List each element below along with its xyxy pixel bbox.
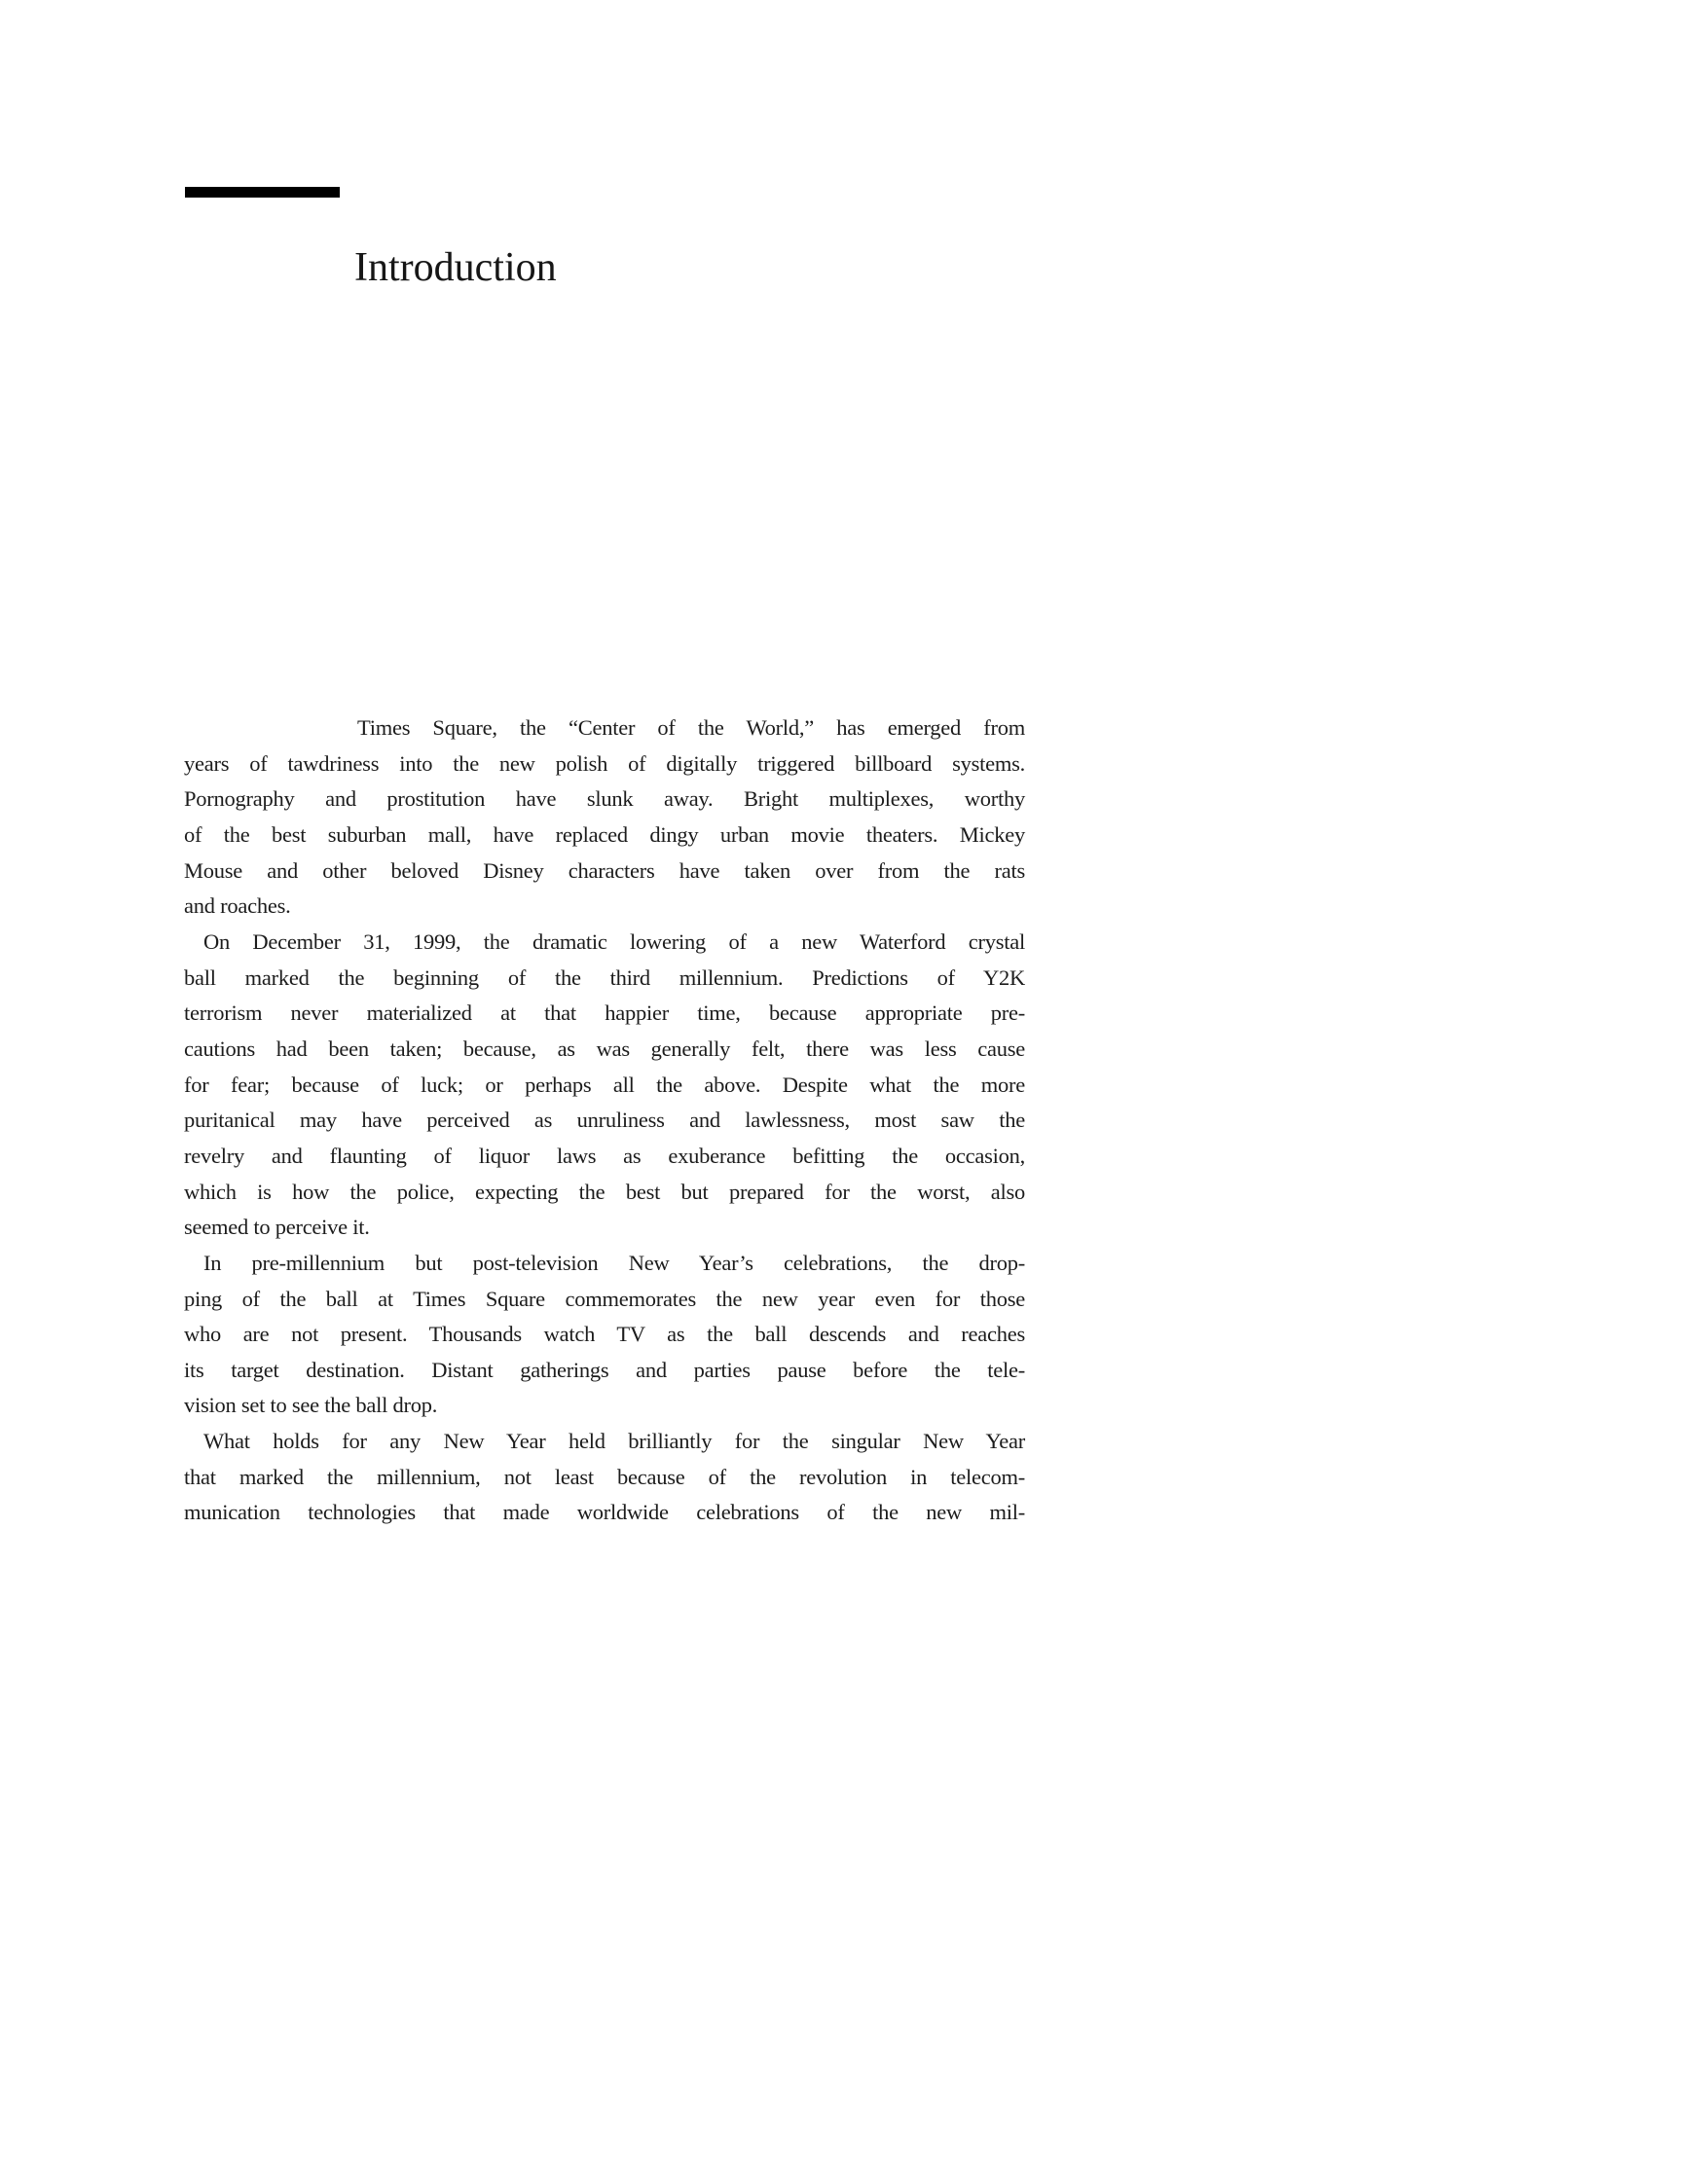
text-line: its target destination. Distant gatherings and parties pause before the tele- [184,1357,1025,1382]
paragraph [184,1424,1025,1531]
text-line: munication technologies that made worldwide celebrations of the new mil- [184,1500,1025,1525]
text-line: years of tawdriness into the new polish of digitally triggered billboard systems. [184,750,1025,776]
text-line: that marked the millennium, not least because of the revolution in telecom- [184,1464,1025,1489]
text-line: which is how the police, expecting the best but prepared for the worst, also [184,1179,1025,1204]
body-text [184,710,1025,1531]
text-line: Times Square, the “Center of the World,” has emerged from [357,715,1025,740]
text-line: ball marked the beginning of the third millennium. Predictions of Y2K [184,965,1025,990]
text-line: ping of the ball at Times Square commemorates the new year even for those [184,1286,1025,1311]
paragraph [184,710,1025,925]
text-line: Pornography and prostitution have slunk away. Bright multiplexes, worthy [184,786,1025,812]
text-line: terrorism never materialized at that happier time, because appropriate pre- [184,1001,1025,1026]
paragraph [184,1246,1025,1424]
text-line: puritanical may have perceived as unruliness and lawlessness, most saw the [184,1108,1025,1133]
text-line: who are not present. Thousands watch TV as the ball descends and reaches [184,1322,1025,1347]
chapter-title: Introduction [354,245,557,290]
text-line: What holds for any New Year held brilliantly for the singular New Year [203,1429,1025,1454]
text-line: for fear; because of luck; or perhaps all the above. Despite what the more [184,1072,1025,1097]
chapter-rule [185,187,340,198]
text-line: seemed to perceive it. [184,1215,370,1240]
text-line: cautions had been taken; because, as was generally felt, there was less cause [184,1036,1025,1061]
text-line: Mouse and other beloved Disney characters have taken over from the rats [184,857,1025,883]
text-line: revelry and flaunting of liquor laws as exuberance befitting the occasion, [184,1143,1025,1168]
paragraph [184,925,1025,1246]
text-line: and roaches. [184,893,291,919]
text-line: In pre-millennium but post-television New Year’s celebrations, the drop- [203,1250,1025,1275]
text-line: On December 31, 1999, the dramatic lowering of a new Waterford crystal [203,928,1025,954]
text-line: of the best suburban mall, have replaced dingy urban movie theaters. Mickey [184,821,1025,847]
text-line: vision set to see the ball drop. [184,1393,438,1418]
